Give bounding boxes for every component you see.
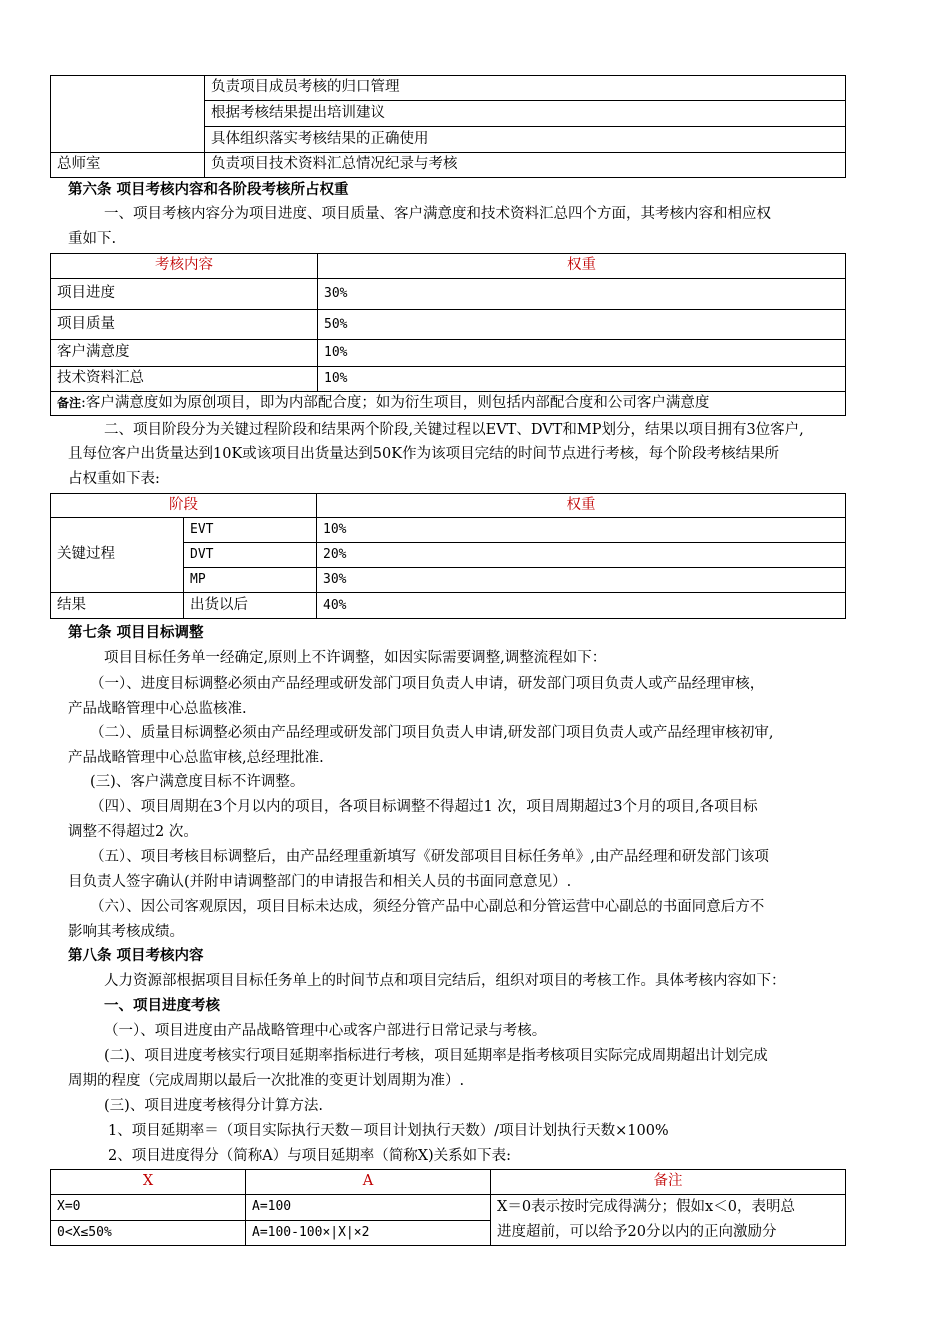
score-a: A=100 — [246, 1195, 491, 1221]
weight-value: 30% — [318, 279, 846, 310]
article7-heading: 第七条 项目目标调整 — [68, 624, 204, 641]
score-table — [50, 1169, 846, 1246]
article7-item6: （六）、因公司客观原因，项目目标未达成，须经分管产品中心副总和分管运营中心副总的书面同意后方不 — [90, 899, 765, 915]
score-x: 0<X≤50% — [51, 1220, 246, 1246]
weight-header-content: 考核内容 — [51, 254, 318, 279]
weight-header-weight: 权重 — [318, 254, 846, 279]
weight-item: 项目进度 — [51, 279, 318, 310]
duty-cell: 负责项目技术资料汇总情况纪录与考核 — [205, 153, 846, 178]
stage-header-weight: 权重 — [317, 494, 846, 518]
article8-a3: (三)、项目进度考核得分计算方法. — [104, 1098, 323, 1114]
stage-sub: MP — [184, 568, 317, 593]
stage-result-label: 结果 — [51, 593, 184, 619]
duty-cell: 负责项目成员考核的归口管理 — [205, 76, 846, 101]
weight-item: 技术资料汇总 — [51, 367, 318, 392]
note-text: :客户满意度如为原创项目，即为内部配合度；如为衍生项目，则包括内部配合度和公司客户满意度 — [81, 394, 710, 411]
article8-sub1: 一、项目进度考核 — [104, 997, 220, 1014]
article6-para1: 一、项目考核内容分为项目进度、项目质量、客户满意度和技术资料汇总四个方面，其考核内容和相应权 — [104, 206, 771, 222]
article8-heading: 第八条 项目考核内容 — [68, 947, 204, 964]
article7-item4-cont: 调整不得超过2 次。 — [68, 824, 198, 840]
weight-value: 10% — [318, 367, 846, 392]
article6-para2-end: 占权重如下表: — [68, 471, 160, 487]
score-x: X=0 — [51, 1195, 246, 1221]
duty-cell: 根据考核结果提出培训建议 — [205, 101, 846, 127]
score-a: A=100-100×|X|×2 — [246, 1220, 491, 1246]
article8-a2-cont: 周期的程度（完成周期以最后一次批准的变更计划周期为准）. — [68, 1073, 465, 1089]
score-note — [491, 1195, 846, 1246]
score-note-line: 进度超前，可以给予20分以内的正向激励分 — [497, 1224, 777, 1240]
article7-item5: （五）、项目考核目标调整后，由产品经理重新填写《研发部项目目标任务单》,由产品经理和研发部门该项 — [90, 849, 769, 865]
article6-para2-cont: 且每位客户出货量达到10K或该项目出货量达到50K作为该项目完结的时间节点进行考核，每个阶段考核结果所 — [68, 446, 780, 462]
article8-intro: 人力资源部根据项目目标任务单上的时间节点和项目完结后，组织对项目的考核工作。具体考核内容如下： — [104, 973, 786, 989]
score-header-a: A — [246, 1170, 491, 1195]
article6-heading: 第六条 项目考核内容和各阶段考核所占权重 — [68, 181, 349, 198]
weight-note — [51, 392, 846, 416]
article7-item6-cont: 影响其考核成绩。 — [68, 924, 184, 940]
stage-weight: 30% — [317, 568, 846, 593]
stage-table — [50, 493, 846, 619]
stage-key-label: 关键过程 — [51, 518, 184, 593]
duty-cell: 具体组织落实考核结果的正确使用 — [205, 127, 846, 153]
article7-item5-cont: 目负责人签字确认(并附申请调整部门的申请报告和相关人员的书面同意意见）. — [68, 874, 572, 890]
score-header-note: 备注 — [491, 1170, 846, 1195]
article7-item1: （一）、进度目标调整必须由产品经理或研发部门项目负责人申请，研发部门项目负责人或产品经理审核， — [90, 676, 765, 692]
duty-dept-cell — [51, 76, 205, 153]
duty-table — [50, 75, 846, 178]
stage-sub: EVT — [184, 518, 317, 543]
article7-item1-cont: 产品战略管理中心总监核准. — [68, 701, 247, 717]
weight-value: 10% — [318, 340, 846, 367]
stage-sub: DVT — [184, 543, 317, 568]
article8-formula1: 1、项目延期率＝（项目实际执行天数－项目计划执行天数）/项目计划执行天数×100% — [108, 1123, 669, 1139]
article7-item2-cont: 产品战略管理中心总监审核,总经理批准. — [68, 750, 324, 766]
weight-item: 项目质量 — [51, 310, 318, 340]
score-header-x: X — [51, 1170, 246, 1195]
article7-item3: (三)、客户满意度目标不许调整。 — [90, 774, 305, 790]
article8-a2: (二)、项目进度考核实行项目延期率指标进行考核，项目延期率是指考核项目实际完成周期超出计划完成 — [104, 1048, 768, 1064]
note-label: 备注 — [57, 395, 82, 410]
score-note-line: X＝0表示按时完成得满分；假如x＜0，表明总 — [497, 1199, 795, 1215]
article7-item2: （二）、质量目标调整必须由产品经理或研发部门项目负责人申请,研发部门项目负责人或产品经理审核初审, — [90, 725, 774, 741]
duty-dept-cell: 总师室 — [51, 153, 205, 178]
weight-table — [50, 253, 846, 416]
weight-value: 50% — [318, 310, 846, 340]
stage-result-weight: 40% — [317, 593, 846, 619]
article6-para2: 二、项目阶段分为关键过程阶段和结果两个阶段,关键过程以EVT、DVT和MP划分，结果以项目拥有3位客户, — [104, 422, 804, 438]
weight-item: 客户满意度 — [51, 340, 318, 367]
article8-formula2: 2、项目进度得分（简称A）与项目延期率（简称X)关系如下表: — [108, 1148, 512, 1164]
article8-a1: （一）、项目进度由产品战略管理中心或客户部进行日常记录与考核。 — [104, 1023, 547, 1039]
article7-intro: 项目目标任务单一经确定,原则上不许调整，如因实际需要调整,调整流程如下： — [104, 650, 607, 666]
stage-header-stage: 阶段 — [51, 494, 317, 518]
stage-result-sub: 出货以后 — [184, 593, 317, 619]
article7-item4: （四）、项目周期在3个月以内的项目，各项目标调整不得超过1 次，项目周期超过3个月的项目,各项目标 — [90, 799, 758, 815]
stage-weight: 10% — [317, 518, 846, 543]
stage-weight: 20% — [317, 543, 846, 568]
article6-para1-cont: 重如下. — [68, 231, 117, 247]
